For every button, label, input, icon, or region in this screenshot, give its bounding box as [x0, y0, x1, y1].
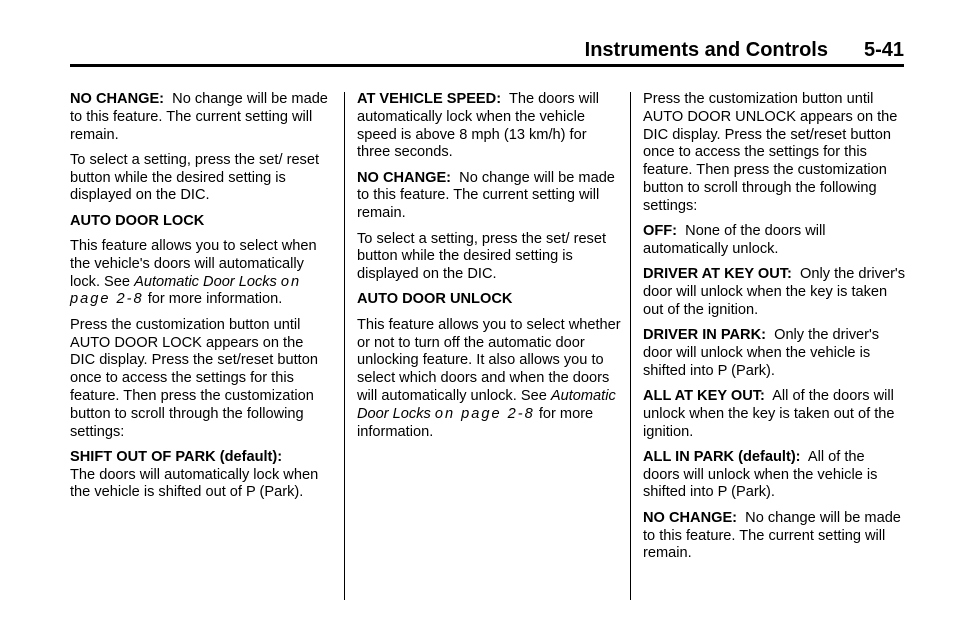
subsection-heading: AUTO DOOR LOCK [70, 212, 205, 229]
paragraph [70, 91, 332, 144]
paragraph-text: The doors will automatically lock when the vehicle is shifted out of P (Park). [70, 466, 319, 501]
reference-page: on page 2-8 [434, 405, 535, 422]
paragraph [643, 266, 905, 319]
paragraph-text: This feature allows you to select whether or not to turn off the automatic door unlocking feature. It also allows you to select which doors and when the doors will automatically unlock. See [357, 316, 621, 404]
paragraph-text: Only the driver's door will unlock when the vehicle is shifted into P (Park). [643, 327, 880, 379]
paragraph-text: The doors will automatically lock when the vehicle speed is above 8 mph (13 km/h) for three seconds. [357, 91, 599, 161]
setting-term: NO CHANGE: [70, 91, 165, 107]
setting-term: NO CHANGE: [357, 169, 452, 186]
setting-term: SHIFT OUT OF PARK (default): [70, 448, 283, 465]
reference-title: Automatic Door Locks [357, 387, 616, 422]
reference-page: on page 2-8 [70, 273, 302, 308]
paragraph [357, 91, 621, 162]
paragraph-text: No change will be made to this feature. The current setting will remain. [70, 91, 328, 143]
setting-term: AT VEHICLE SPEED: [357, 91, 502, 107]
section-title: Instruments and Controls [584, 39, 828, 61]
page-header [70, 38, 904, 67]
paragraph [70, 449, 332, 502]
paragraph [357, 317, 621, 442]
paragraph: To select a setting, press the set/ reset button while the desired setting is displayed on the DIC. [70, 151, 320, 204]
paragraph: To select a setting, press the set/ reset button while the desired setting is displayed on the DIC. [357, 230, 607, 283]
paragraph-text: Only the driver's door will unlock when the key is taken out of the ignition. [643, 266, 906, 318]
paragraph [643, 388, 905, 441]
column-1 [70, 91, 332, 510]
paragraph-text: All of the doors will unlock when the vehicle is shifted into P (Park). [643, 448, 878, 501]
paragraph [643, 449, 905, 502]
paragraph: Press the customization button until AUTO DOOR UNLOCK appears on the DIC display. Press the set/reset button once to access the settings for this feature. Then press the customization button to scroll through the following settings: [643, 91, 898, 214]
setting-term: ALL IN PARK (default): [643, 448, 801, 465]
paragraph [643, 510, 905, 563]
paragraph-text: for more information. [357, 405, 594, 440]
paragraph [643, 223, 905, 259]
paragraph-text: None of the doors will automatically unlock. [643, 223, 826, 257]
paragraph-text: for more information. [147, 291, 283, 308]
reference-title: Automatic Door Locks [134, 273, 277, 290]
paragraph [357, 170, 621, 223]
subsection-heading: AUTO DOOR UNLOCK [357, 291, 513, 308]
paragraph [643, 327, 905, 380]
paragraph [70, 238, 332, 309]
column-2 [357, 91, 621, 449]
setting-term: OFF: [643, 223, 678, 240]
setting-term: ALL AT KEY OUT: [643, 387, 765, 404]
paragraph-text: This feature allows you to select when the vehicle's doors will automatically lock. See [70, 238, 317, 290]
setting-term: DRIVER AT KEY OUT: [643, 266, 792, 283]
page-number: 5-41 [863, 39, 904, 61]
setting-term: DRIVER IN PARK: [643, 327, 766, 344]
paragraph-text: No change will be made to this feature. The current setting will remain. [357, 169, 615, 222]
column-3 [643, 91, 905, 571]
setting-term: NO CHANGE: [643, 509, 738, 526]
column-divider-2 [630, 92, 631, 600]
paragraph-text: No change will be made to this feature. The current setting will remain. [643, 509, 901, 562]
paragraph: Press the customization button until AUTO DOOR LOCK appears on the DIC display. Press the set/reset button once to access the settings for this feature. Then press the customization button to scroll through the following settings: [70, 316, 318, 440]
paragraph-text: All of the doors will unlock when the key is taken out of the ignition. [643, 387, 895, 440]
column-divider-1 [344, 92, 345, 600]
